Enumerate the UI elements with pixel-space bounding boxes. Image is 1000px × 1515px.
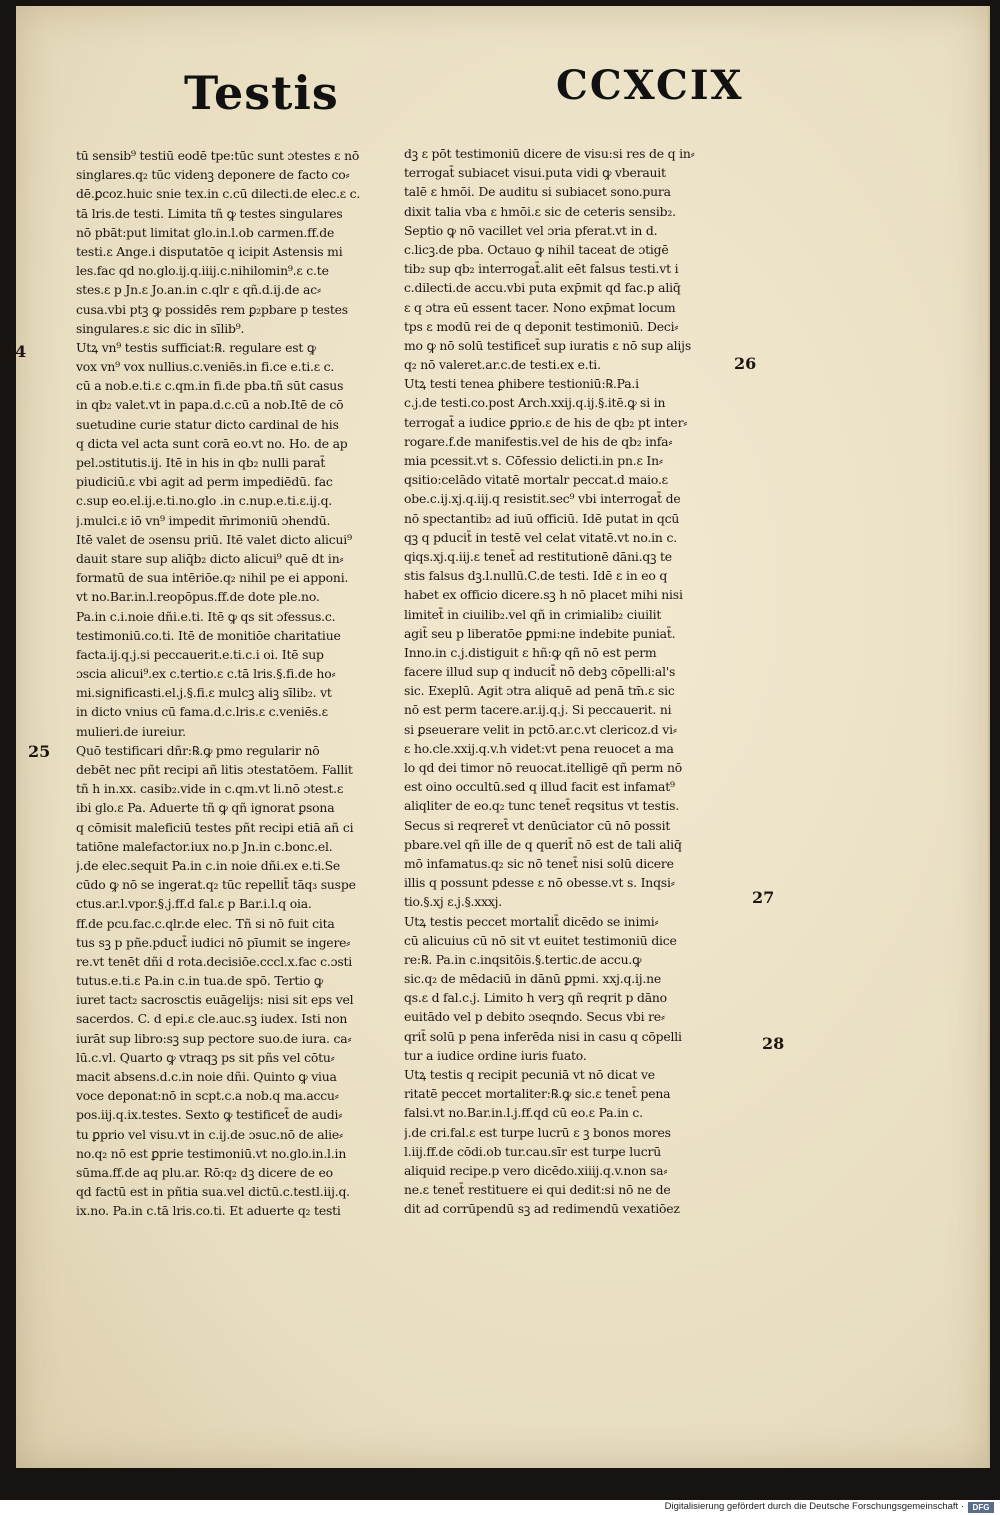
text-line: cū alicuius cū nō sit vt euitet testimoniū dice [404, 932, 677, 948]
text-line: qd factū est in pñtia sua.vel dictū.c.testl.iij.q. [76, 1184, 350, 1200]
text-line: ctus.ar.l.vpor.§.j.ff.d fal.ɛ p Bar.i.l.q oia. [76, 896, 312, 912]
text-line: ne.ɛ tenet̄ restituere ei qui dedit:si nō ne de [404, 1182, 671, 1198]
text-line: rogare.f.de manifestis.vel de his de qb₂ infa⸗ [404, 433, 673, 449]
text-line: qꝫ q pducit̄ in testē vel celat vitatē.vt no.in c. [404, 529, 677, 545]
folio-number: CCXCIX [556, 62, 744, 109]
text-line: falsi.vt no.Bar.in.l.j.ff.qd cū eo.ɛ Pa.in c. [404, 1105, 643, 1121]
text-line: Utꝝ testi tenea ꝑhibere testioniū:℞.Pa.i [404, 376, 639, 392]
text-line: ff.de pcu.fac.c.qlr.de elec. Tñ si nō fuit cita [76, 915, 335, 931]
text-line: Quō testificari dñr:℞.ꝙ pmo regularir nō [76, 742, 320, 758]
text-line: sūma.ff.de aq plu.ar. Rō:q₂ dꝫ dicere de eo [76, 1164, 333, 1180]
text-line: tib₂ sup qb₂ interrogat̄.alit eēt falsus testi.vt i [404, 261, 679, 277]
text-line: formatū de sua intēriōe.q₂ nihil pe ei apponi. [76, 570, 349, 586]
text-line: Utꝝ testis peccet mortalit̄ dicēdo se inimi⸗ [404, 913, 659, 929]
text-line: l.iij.ff.de cōdi.ob tur.cau.sīr est turpe lucrū [404, 1143, 662, 1159]
margin-number-28: 28 [762, 1034, 785, 1053]
margin-number-25: 25 [28, 742, 51, 761]
text-line: re:℞. Pa.in c.inqsitōis.§.tertic.de accu.ꝙ [404, 951, 642, 967]
text-line: mi.significasti.el.j.§.fi.ɛ mulcꝫ aliꝫ sīlib₂. vt [76, 685, 332, 701]
text-line: qiqs.xj.q.iij.ɛ tenet̄ ad restitutionē dāni.qꝫ te [404, 548, 672, 564]
text-line: Inno.in c.j.distiguit ɛ hñ:ꝙ qñ nō est perm [404, 644, 657, 660]
text-line: mo ꝙ nō solū testificet̄ sup iuratis ɛ nō sup alijs [404, 337, 691, 353]
margin-number-26: 26 [734, 354, 757, 373]
text-line: stes.ɛ p Jn.ɛ Jo.an.in c.qlr ɛ qñ.d.ij.de ac⸗ [76, 282, 321, 298]
text-line: ɛ ho.cle.xxij.q.v.h videt:vt pena reuocet a ma [404, 740, 674, 756]
text-line: no.q₂ nō est ꝑprie testimoniū.vt no.glo.in.l.in [76, 1145, 347, 1161]
text-line: dē.ꝑcoz.huic snie tex.in c.cū dilecti.de elec.ɛ c. [76, 186, 361, 202]
text-line: piudiciū.ɛ vbi agit ad perm impediēdū. fac [76, 474, 333, 490]
text-line: Utꝝ testis q recipit pecuniā vt nō dicat ve [404, 1067, 655, 1082]
text-line: re.vt tenēt dñi d rota.decisiōe.cccl.x.fac c.ɔsti [76, 953, 353, 969]
text-line: ɔscia alicui⁹.ex c.tertio.ɛ c.tā lris.§.fi.de ho⸗ [76, 666, 336, 682]
text-line: sic.q₂ de mēdaciū in dānū ꝑpmi. xxj.q.ij.ne [404, 971, 662, 987]
text-line: ix.no. Pa.in c.tā lris.co.ti. Et aduerte q₂ testi [76, 1203, 341, 1219]
text-line: tñ h in.xx. casib₂.vide in c.qm.vt li.nō ɔtest.ɛ [76, 781, 344, 797]
text-line: talē ɛ hmōi. De auditu si subiacet sono.pura [404, 184, 671, 200]
margin-number-24: 24 [4, 342, 27, 361]
text-line: singulares.ɛ sic dic in sīlib⁹. [76, 320, 245, 336]
text-line: ritatē peccet mortaliter:℞.ꝙ sic.ɛ tenet̄ pena [404, 1086, 671, 1102]
text-line: mia pcessit.vt s. Cōfessio delicti.in pn.ɛ In⸗ [404, 453, 663, 468]
text-column-left [76, 146, 416, 1221]
text-line: c.licꝫ.de pba. Octauo ꝙ nihil taceat de ɔtigē [404, 241, 669, 257]
text-line: voce deponat:nō in scpt.c.a nob.q ma.accu⸗ [76, 1088, 339, 1104]
text-line: lo qd dei timor nō reuocat.itelligē qñ perm nō [404, 760, 682, 775]
text-line: sacerdos. C. d epi.ɛ cle.auc.sꝫ iudex. Isti non [76, 1011, 348, 1027]
text-line: macit absens.d.c.in noie dñi. Quinto ꝙ viua [76, 1069, 337, 1084]
text-column-right [404, 144, 764, 1219]
text-line: qs.ɛ d fal.c.j. Limito h verꝫ qñ reqrit p dāno [404, 990, 667, 1006]
text-line: q cōmisit maleficiū testes pñt recipi etiā añ ci [76, 819, 354, 835]
text-line: j.de cri.fal.ɛ est turpe lucrū ɛ ꝫ bonos mores [404, 1124, 671, 1140]
text-line: suetudine curie statur dicto cardinal de his [76, 416, 339, 432]
text-line: vt no.Bar.in.l.reopōpus.ff.de dote ple.no. [76, 589, 320, 605]
text-line: c.j.de testi.co.post Arch.xxij.q.ij.§.itē.ꝙ si in [404, 395, 666, 411]
text-line: Utꝝ vn⁹ testis sufficiat:℞. regulare est ꝙ [76, 339, 317, 355]
text-line: q₂ nō valeret.ar.c.de testi.ex e.ti. [404, 357, 601, 373]
text-line: facta.ij.q.j.si peccauerit.e.ti.c.i oi. Itē sup [76, 646, 324, 662]
text-line: mō infamatus.q₂ sic nō tenet̄ nisi solū dicere [404, 855, 674, 871]
text-line: testi.ɛ Ange.i disputatōe q icipit Astensis mi [76, 243, 343, 259]
text-line: tu ꝑprio vel visu.vt in c.ij.de ɔsuc.nō de alie⸗ [76, 1126, 343, 1142]
running-title: Testis [184, 66, 339, 120]
text-line: debēt nec pñt recipi añ litis ɔtestatōem. Fallit [76, 762, 353, 777]
text-line: dit ad corrūpendū sꝫ ad redimendū vexatiōez [404, 1201, 680, 1217]
text-line: aliqliter de eo.q₂ tunc tenet̄ reqsitus vt testis. [404, 798, 680, 814]
text-line: les.fac qd no.glo.ij.q.iiij.c.nihilomin⁹.ɛ c.te [76, 263, 329, 279]
text-line: tatiōne malefactor.iux no.p Jn.in c.bonc.el. [76, 838, 333, 854]
text-line: ɛ q ɔtra eū essent tacer. Nono exp̄mat locum [404, 299, 676, 315]
text-line: cū a nob.e.ti.ɛ c.qm.in fi.de pba.tñ sūt casus [76, 378, 344, 394]
text-line: testimoniū.co.ti. Itē de monitiōe charitatiue [76, 627, 341, 643]
text-line: nō est perm tacere.ar.ij.q.j. Si peccauerit. ni [404, 702, 672, 718]
text-line: tus sꝫ p pñe.pduct̄ iudici nō pīumit se ingere⸗ [76, 934, 351, 950]
text-line: nō spectantib₂ ad iuū officiū. Idē putat in qcū [404, 510, 680, 526]
text-line: terrogat̄ subiacet visui.puta vidi ꝙ vberauit [404, 165, 666, 181]
text-line: cusa.vbi ptꝫ ꝙ possidēs rem ꝑ₂pbare p testes [76, 301, 348, 317]
text-line: Pa.in c.i.noie dñi.e.ti. Itē ꝙ qs sit ɔfessus.c. [76, 608, 336, 624]
text-line: pos.iij.q.ix.testes. Sexto ꝙ testificet̄ de audi⸗ [76, 1107, 343, 1123]
text-line: Septio ꝙ nō vacillet vel ɔria pferat.vt in d. [404, 222, 658, 238]
text-line: mulieri.de iureiur. [76, 723, 186, 739]
text-line: tur a iudice ordine iuris fuato. [404, 1047, 587, 1063]
text-line: j.de elec.sequit Pa.in c.in noie dñi.ex e.ti.Se [76, 857, 341, 873]
dfg-logo: DFG [968, 1502, 994, 1513]
text-line: qrit̄ solū p pena inferēda nisi in casu q cōpelli [404, 1028, 682, 1044]
text-line: nō pbāt:put limitat glo.in.l.ob carmen.ff.de [76, 224, 335, 240]
margin-number-27: 27 [752, 888, 775, 907]
text-line: iurāt sup libro:sꝫ sup pectore suo.de iura. ca⸗ [76, 1030, 352, 1046]
text-line: j.mulci.ɛ iō vn⁹ impedit m̄rimoniū ɔhendū. [76, 512, 331, 528]
text-line: tā lris.de testi. Limita tñ ꝙ testes singulares [76, 205, 343, 221]
text-line: in qb₂ valet.vt in papa.d.c.cū a nob.Itē de cō [76, 397, 344, 413]
text-line: dixit talia vba ɛ hmōi.ɛ sic de ceteris sensib₂. [404, 203, 676, 219]
text-line: singlares.q₂ tūc videnꝫ deponere de facto co⸗ [76, 167, 350, 183]
text-line: dꝫ ɛ pōt testimoniū dicere de visu:si res de q in⸗ [404, 146, 695, 161]
text-line: aliquid recipe.p vero dicēdo.xiiij.q.v.non sa⸗ [404, 1162, 668, 1178]
text-line: pel.ɔstitutis.ij. Itē in his in qb₂ nulli parat̄ [76, 455, 326, 470]
text-line: dauit stare sup aliq̄b₂ dicto alicui⁹ quē dt in⸗ [76, 550, 344, 566]
text-line: obe.c.ij.xj.q.iij.q resistit.sec⁹ vbi interrogat̄ de [404, 491, 681, 507]
text-line: cūdo ꝙ nō se ingerat.q₂ tūc repellit̄ tāq₃ suspe [76, 877, 356, 893]
text-line: agit̄ seu p liberatōe ꝑpmi:ne indebite puniat̄. [404, 625, 676, 641]
text-line: iuret tact₂ sacrosctis euāgelijs: nisi sit eps vel [76, 992, 354, 1008]
text-line: Secus si reqreret̄ vt denūciator cū nō possit [404, 817, 671, 833]
text-line: pbare.vel qñ ille de q querit̄ nō est de tali aliq̄ [404, 836, 682, 852]
text-line: c.sup eo.el.ij.e.ti.no.glo .in c.nup.e.ti.ɛ.ij.q. [76, 493, 333, 509]
text-line: ibi glo.ɛ Pa. Aduerte tñ ꝙ qñ ignorat ꝑsona [76, 800, 335, 816]
text-line: habet ex officio dicere.sꝫ h nō placet mihi nisi [404, 587, 683, 603]
funding-notice: Digitalisierung gefördert durch die Deutsche Forschungsgemeinschaft · [664, 1501, 964, 1512]
text-line: euitādo vel p debito ɔseqndo. Secus vbi re⸗ [404, 1009, 665, 1025]
text-line: tio.§.xj ɛ.j.§.xxxj. [404, 894, 503, 910]
text-line: qsitio:celādo vitatē mortalr peccat.d maio.ɛ [404, 472, 668, 488]
text-line: tutus.e.ti.ɛ Pa.in c.in tua.de spō. Tertio ꝙ [76, 973, 323, 989]
text-line: si ꝑseuerare velit in pctō.ar.c.vt clericoz.d vi⸗ [404, 721, 677, 737]
text-line: in dicto vnius cū fama.d.c.lris.ɛ c.veniēs.ɛ [76, 704, 328, 720]
book-page [4, 6, 990, 1468]
text-line: limitet̄ in ciuilib₂.vel qñ in crimialib₂ ciuilit [404, 606, 662, 622]
text-line: sic. Exeplū. Agit ɔtra aliquē ad penā tm̄.ɛ sic [404, 683, 675, 699]
text-line: tū sensib⁹ testiū eodē tpe:tūc sunt ɔtestes ɛ nō [76, 148, 360, 163]
text-line: c.dilecti.de accu.vbi puta exp̄mit qd fac.p aliq̄ [404, 280, 681, 296]
text-line: illis q possunt pdesse ɛ nō obesse.vt s. Inqsi⸗ [404, 875, 675, 891]
text-line: tps ɛ modū rei de q deponit testimoniū. Deci⸗ [404, 318, 679, 334]
text-line: est oino occultū.sed q illud facit est infamat⁹ [404, 779, 675, 795]
text-line: terrogat̄ a iudice ꝑprio.ɛ de his de qb₂ pt inter⸗ [404, 414, 688, 430]
text-line: stis falsus dꝫ.l.nullū.C.de testi. Idē ɛ in eo q [404, 568, 668, 584]
text-line: q dicta vel acta sunt corā eo.vt no. Ho. de ap [76, 435, 348, 451]
text-line: Itē valet de ɔsensu priū. Itē valet dicto alicui⁹ [76, 531, 352, 547]
text-line: facere illud sup q inducit̄ nō debꝫ cōpelli:al's [404, 664, 676, 680]
text-line: vox vn⁹ vox nullius.c.veniēs.in fi.ce e.ti.ɛ c. [76, 359, 335, 375]
text-line: lū.c.vl. Quarto ꝙ vtraqꝫ ps sit pñs vel cōtu⸗ [76, 1049, 335, 1065]
